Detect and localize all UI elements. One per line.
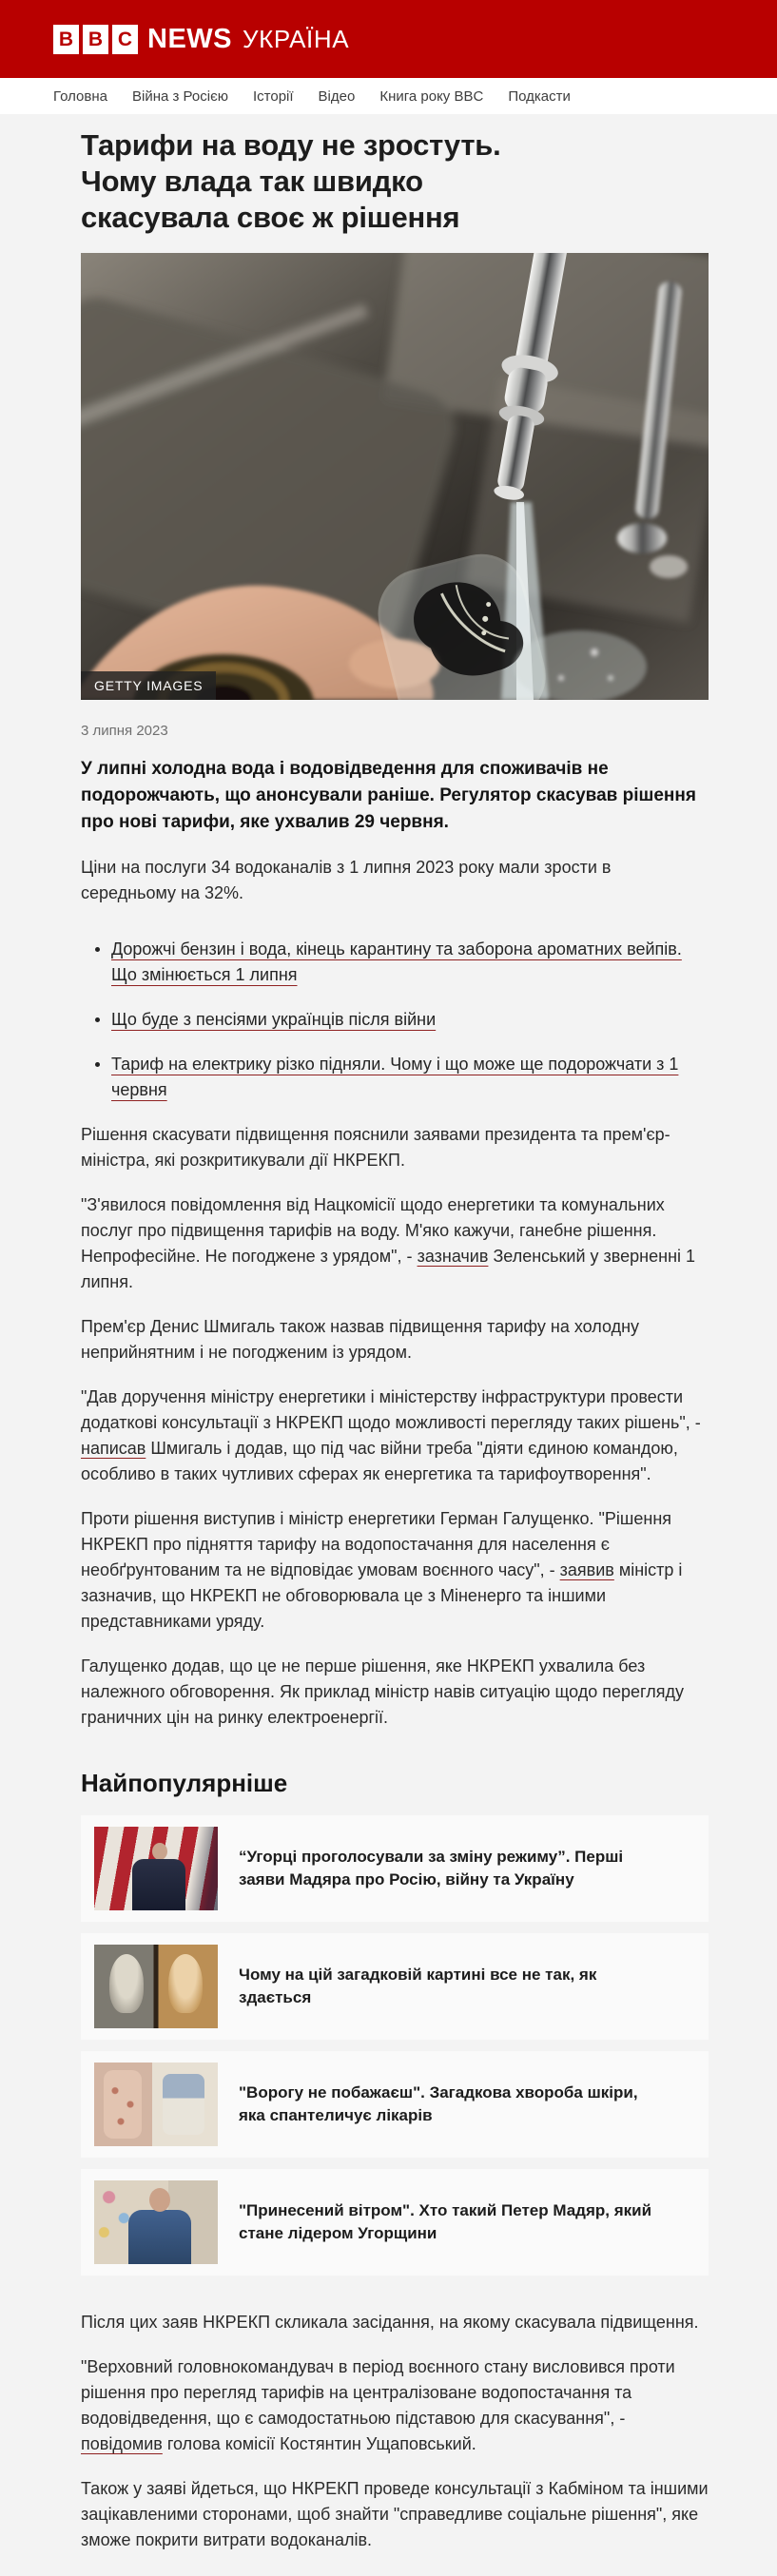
inline-link[interactable]: зазначив	[417, 1247, 489, 1266]
popular-item-4[interactable]	[81, 2169, 709, 2276]
masthead	[0, 0, 777, 78]
article-paragraph: Ціни на послуги 34 водоканалів з 1 липня 2023 року мали зрости в середньому на 32%.	[81, 858, 612, 902]
article-paragraph: Проти рішення виступив і міністр енергетики Герман Галущенко. "Рішення НКРЕКП про підняття тарифу на водопостачання для населення є необґрунтованим та не відповідає умовам воєнного часу", - заявив міністр і зазначив, що НКРЕКП не обговорювала це з Міненерго та іншими представниками уряду.	[81, 1509, 683, 1631]
popular-item-thumbnail	[94, 1827, 218, 1910]
article-paragraph: "Верховний головнокомандувач в період воєнного стану висловився проти рішення про перегляд тарифів на централізоване водопостачання та водовідведення, що є самодостатньою підставою для скасування", - повідомив голова комісії Костянтин Ущаповський.	[81, 2357, 675, 2453]
article-intro: У липні холодна вода і водовідведення для споживачів не подорожчають, що анонсували раніше. Регулятор скасував рішення про нові тарифи, яке ухвалив 29 червня.	[81, 759, 696, 832]
article-page	[0, 114, 777, 2576]
related-article-link[interactable]: Тариф на електрику різко підняли. Чому і що може ще подорожчати з 1 червня	[111, 1055, 679, 1099]
inline-link[interactable]: заявив	[559, 1560, 614, 1579]
bbc-logo-block-b2: B	[83, 25, 108, 54]
article-hero-image	[81, 253, 709, 700]
nav-item-3[interactable]: Історії	[252, 87, 294, 105]
article-paragraph: "Дав доручення міністру енергетики і міністерству інфраструктури провести додаткові консультації з НКРЕКП щодо можливості перегляду таких рішень", - написав Шмигаль і додав, що під час війни треба "діяти єдиною командою, особливо в таких чутливих сферах як енергетика та тарифоутворення".	[81, 1387, 701, 1483]
most-popular-heading: Найпопулярніше	[81, 1769, 288, 1797]
popular-item-thumbnail	[94, 2180, 218, 2264]
related-article-link[interactable]: Що буде з пенсіями українців після війни	[111, 1010, 437, 1029]
article-date: 3 липня 2023	[81, 723, 168, 739]
related-list-item	[111, 1007, 709, 1033]
popular-item-thumbnail	[94, 2063, 218, 2146]
related-list-item	[111, 937, 709, 988]
bbc-logo-news-text: NEWS	[147, 23, 232, 54]
nav-item-2[interactable]: Війна з Росією	[132, 87, 228, 105]
popular-item-title: Чому на цій загадковій картині все не так, як здається	[239, 1966, 597, 2006]
related-article-link[interactable]: Дорожчі бензин і вода, кінець карантину та заборона ароматних вейпів. Що змінюється 1 липня	[111, 939, 682, 984]
article-paragraph: Прем'єр Денис Шмигаль також назвав підвищення тарифу на холодну неприйнятним і не погодженим із урядом.	[81, 1317, 640, 1362]
bbc-logo[interactable]	[53, 24, 349, 55]
article-paragraph: "З'явилося повідомлення від Нацкомісії щодо енергетики та комунальних послуг про підвищення тарифів на воду. М'яко кажучи, ганебне рішення. Непрофесійне. Не погоджене з урядом", - зазначив Зеленський у зверненні 1 липня.	[81, 1195, 696, 1291]
most-popular-section	[81, 1769, 709, 2276]
nav-list	[0, 78, 777, 114]
bbc-logo-blocks-icon	[53, 25, 138, 54]
article-paragraph: Після цих заяв НКРЕКП скликала засідання, на якому скасувала підвищення.	[81, 2313, 699, 2332]
popular-item-2[interactable]	[81, 1933, 709, 2040]
popular-item-title: "Принесений вітром". Хто такий Петер Мадяр, який стане лідером Угорщини	[239, 2201, 652, 2242]
bbc-logo-block-c: C	[112, 25, 138, 54]
article-body-top	[81, 855, 709, 1731]
bbc-logo-region-text: УКРАЇНА	[243, 24, 350, 53]
popular-item-title: “Угорці проголосували за зміну режиму”. Перші заяви Мадяра про Росію, війну та Україну	[239, 1848, 624, 1888]
popular-item-3[interactable]	[81, 2051, 709, 2158]
inline-link[interactable]: повідомив	[81, 2434, 163, 2453]
related-links-list	[81, 937, 709, 1103]
popular-item-1[interactable]	[81, 1815, 709, 1922]
most-popular-list	[81, 1815, 709, 2276]
bbc-logo-block-b1: B	[53, 25, 79, 54]
article-title: Тарифи на воду не зростуть. Чому влада так швидко скасувала своє ж рішення	[81, 128, 501, 234]
nav-item-5[interactable]: Книга року BBC	[379, 87, 484, 105]
popular-item-thumbnail	[94, 1945, 218, 2028]
nav-item-4[interactable]: Відео	[318, 87, 356, 105]
article-paragraph: Галущенко додав, що це не перше рішення, яке НКРЕКП ухвалила без належного обговорення. Як приклад міністр навів ситуацію щодо перегляду граничних цін на ринку електроенергії.	[81, 1656, 684, 1727]
article-body-bottom	[81, 2310, 709, 2553]
faucet-water-photo	[81, 253, 709, 700]
article-paragraph: Також у заяві йдеться, що НКРЕКП проведе консультації з Кабміном та іншими зацікавленими сторонами, щоб знайти "справедливе соціальне рішення", яке зможе покрити витрати водоканалів.	[81, 2479, 709, 2549]
nav-item-1[interactable]: Головна	[53, 87, 107, 105]
inline-link[interactable]: написав	[81, 1439, 146, 1458]
popular-item-title: "Ворогу не побажаєш". Загадкова хвороба шкіри, яка спантеличує лікарів	[239, 2083, 638, 2124]
related-list-item	[111, 1052, 709, 1103]
image-credit-badge: GETTY IMAGES	[81, 671, 216, 700]
article-paragraph: Рішення скасувати підвищення пояснили заявами президента та прем'єр-міністра, які розкритикували дії НКРЕКП.	[81, 1125, 670, 1170]
nav-item-6[interactable]: Подкасти	[508, 87, 571, 105]
